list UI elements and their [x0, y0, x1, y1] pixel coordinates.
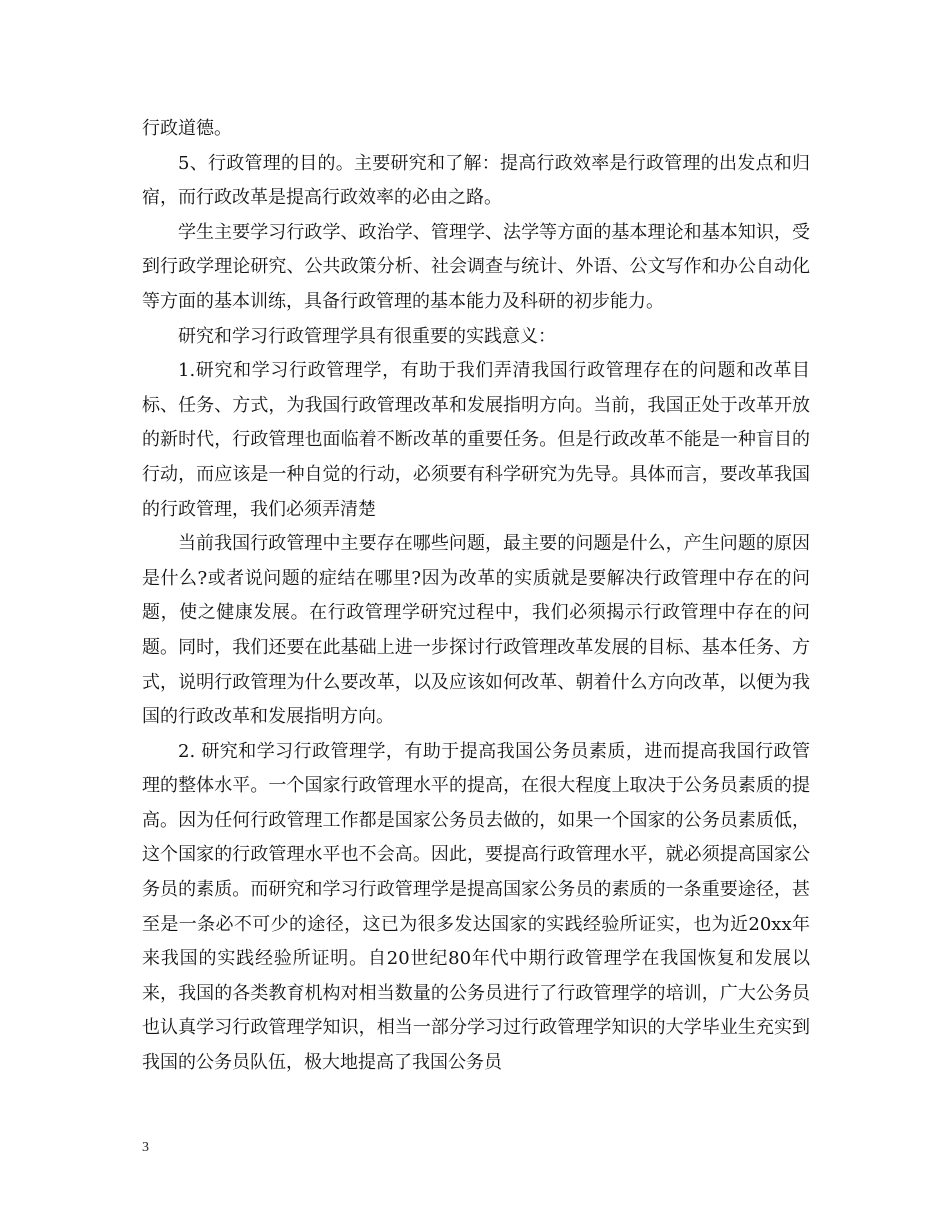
page-number: 3 [142, 1140, 149, 1155]
paragraph-practical-significance: 研究和学习行政管理学具有很重要的实践意义： [178, 325, 556, 347]
paragraph-continuation: 行政道德。 [142, 118, 232, 139]
paragraph-admin-purpose: 5、行政管理的目的。主要研究和了解：提高行政效率是行政管理的出发点和归宿，而行政改革是提高行政效率的必由之路。 [142, 152, 810, 209]
paragraph-point-2: 2. 研究和学习行政管理学，有助于提高我国公务员素质，进而提高我国行政管理的整体水平。一个国家行政管理水平的提高，在很大程度上取决于公务员素质的提高。因为任何行政管理工作都是国家公务员去做的，如果一个国家的公务员素质低，这个国家的行政管理水平也不会高。因此，要提高行政管理水平，就必须提高国家公务员的素质。而研究和学习行政管理学是提高国家公务员的素质的一条重要途径，甚至是一条必不可少的途径，这已为很多发达国家的实践经验所证实，也为近20xx年来我国的实践经验所证明。自20世纪80年代中期行政管理学在我国恢复和发展以来，我国的各类教育机构对相当数量的公务员进行了行政管理学的培训，广大公务员也认真学习行政管理学知识，相当一部分学习过行政管理学知识的大学毕业生充实到我国的公务员队伍，极大地提高了我国公务员 [142, 740, 810, 1074]
paragraph-point-1: 1.研究和学习行政管理学，有助于我们弄清我国行政管理存在的问题和改革目标、任务、方式，为我国行政管理改革和发展指明方向。当前，我国正处于改革开放的新时代，行政管理也面临着不断改革的重要任务。但是行政改革不能是一种盲目的行动，而应该是一种自觉的行动，必须要有科学研究为先导。具体而言，要改革我国的行政管理，我们必须弄清楚 [142, 360, 810, 520]
paragraph-student-study: 学生主要学习行政学、政治学、管理学、法学等方面的基本理论和基本知识，受到行政学理论研究、公共政策分析、社会调查与统计、外语、公文写作和办公自动化等方面的基本训练，具备行政管理的基本能力及科研的初步能力。 [142, 221, 810, 312]
paragraph-current-problems: 当前我国行政管理中主要存在哪些问题，最主要的问题是什么，产生问题的原因是什么?或者说问题的症结在哪里?因为改革的实质就是要解决行政管理中存在的问题，使之健康发展。在行政管理学研究过程中，我们必须揭示行政管理中存在的问题。同时，我们还要在此基础上进一步探讨行政管理改革发展的目标、基本任务、方式，说明行政管理为什么要改革，以及应该如何改革、朝着什么方向改革，以便为我国的行政改革和发展指明方向。 [142, 533, 810, 728]
document-body [142, 112, 810, 1081]
